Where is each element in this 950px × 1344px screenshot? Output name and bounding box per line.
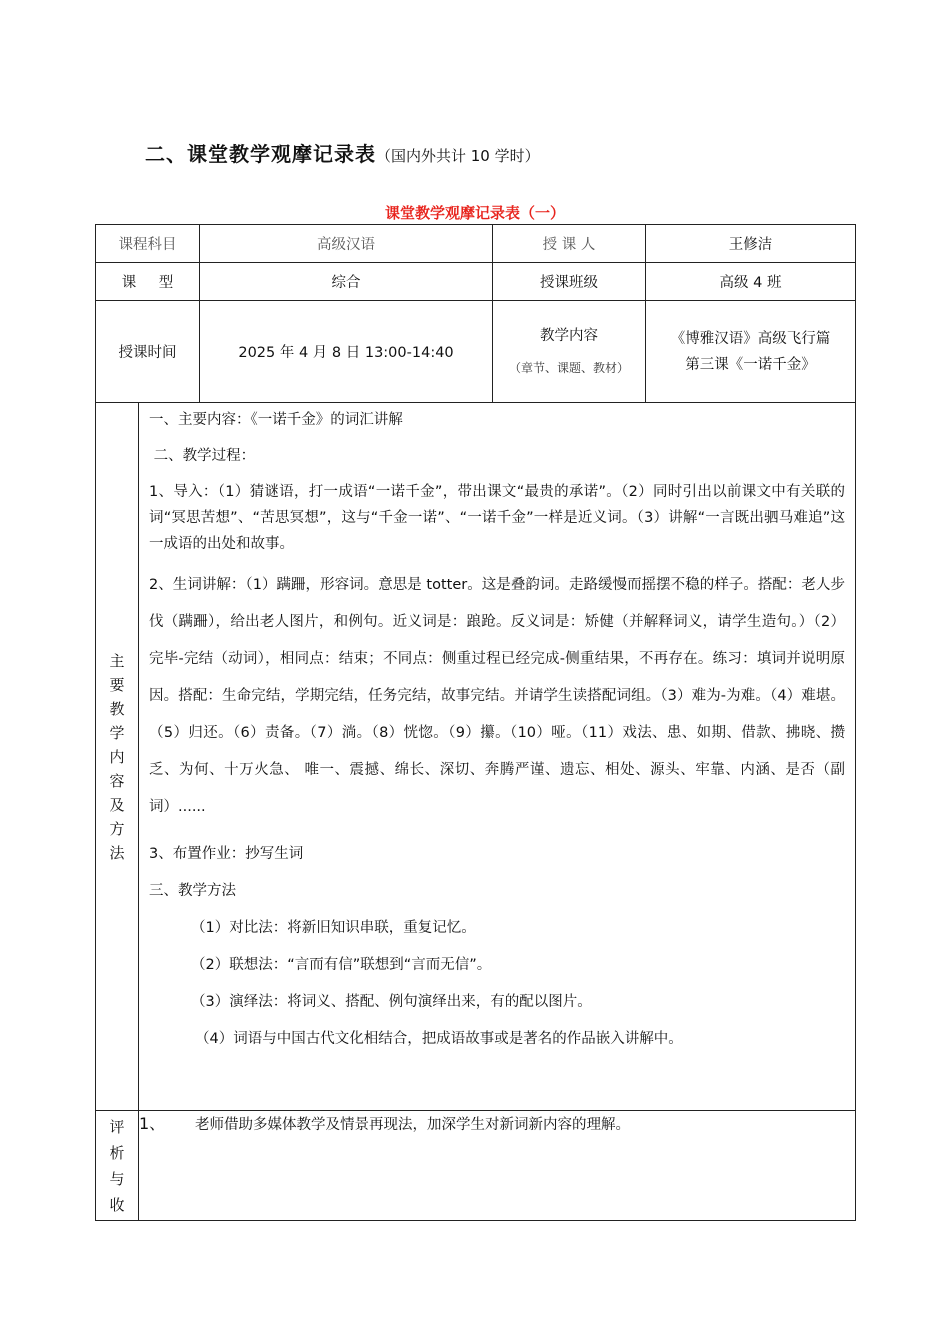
eval-section-label-cell bbox=[96, 1111, 139, 1221]
method-item: （2）联想法：“言而有信”联想到“言而无信”。 bbox=[191, 957, 492, 973]
eval-item-text: 老师借助多媒体教学及情景再现法，加深学生对新词新内容的理解。 bbox=[195, 1117, 630, 1133]
methods-heading: 三、教学方法 bbox=[149, 883, 236, 899]
method-item: （1）对比法：将新旧知识串联，重复记忆。 bbox=[191, 920, 476, 936]
content-sublabel: （章节、课题、教材） bbox=[508, 361, 629, 375]
section-heading-note: （国内外共计 10 学时） bbox=[376, 147, 540, 165]
course-value: 高级汉语 bbox=[200, 225, 493, 263]
observation-record-table bbox=[95, 224, 856, 1221]
type-label: 课 型 bbox=[96, 263, 200, 301]
content-label: 教学内容 bbox=[540, 328, 598, 344]
vocab-paragraph: 2、生词讲解：（1）蹒跚，形容词。意思是 totter。这是叠韵词。走路缓慢而摇摆不稳的样子。搭配：老人步伐（蹒跚），给出老人图片，和例句。近义词是：踉跄。反义词是：矫健（并解释词义，请学生造句。）（2）完毕-完结（动词），相同点：结束；不同点：侧重过程已经完成-侧重结果，不再存在。练习：填词并说明原因。搭配：生命完结，学期完结，任务完结，故事完结。并请学生读搭配词组。（3）难为-为难。（4）难堪。（5）归还。（6）责备。（7）淌。（8）恍惚。（9）攥。（10）哑。（11）戏法、患、如期、借款、拂晓、攒乏、为何、十万火急、 唯一、震撼、绵长、深切、奔腾严谨、遗忘、相处、源头、牢靠、内涵、是否（副词）...... bbox=[149, 577, 845, 815]
content-value-cell bbox=[646, 301, 856, 403]
teacher-value: 王修洁 bbox=[646, 225, 856, 263]
table-row bbox=[96, 301, 856, 403]
main-section-content-cell bbox=[139, 403, 856, 1111]
time-value: 2025 年 4 月 8 日 13:00-14:40 bbox=[200, 301, 493, 403]
section-heading bbox=[145, 138, 540, 167]
eval-item-number: 1、 bbox=[139, 1114, 166, 1133]
eval-section-label: 评析与收 bbox=[109, 1117, 125, 1214]
process-heading: 二、教学过程： bbox=[149, 448, 256, 464]
class-value: 高级 4 班 bbox=[646, 263, 856, 301]
method-item: （4）词语与中国古代文化相结合，把成语故事或是著名的作品嵌入讲解中。 bbox=[195, 1031, 683, 1047]
main-section-content bbox=[139, 403, 855, 1068]
class-label: 授课班级 bbox=[493, 263, 646, 301]
content-value-line-1: 《博雅汉语》高级飞行篇 bbox=[670, 330, 831, 347]
main-section-label: 主要教学内容及方法 bbox=[109, 651, 125, 862]
table-row bbox=[96, 1111, 856, 1221]
table-row bbox=[96, 263, 856, 301]
content-value-line-2: 第三课《一诺千金》 bbox=[685, 356, 816, 373]
intro-paragraph: 1、导入：（1）猜谜语，打一成语“一诺千金”，带出课文“最贵的承诺”。（2）同时引出以前课文中有关联的词“冥思苦想”、“苦思冥想”，这与“千金一诺”、“一诺千金”一样是近义词。（3）讲解“一言既出驷马难追”这一成语的出处和故事。 bbox=[149, 484, 845, 552]
homework-line: 3、布置作业：抄写生词 bbox=[149, 846, 304, 862]
table-row bbox=[96, 403, 856, 1111]
eval-section-content-cell bbox=[139, 1111, 856, 1221]
main-section-label-cell bbox=[96, 403, 139, 1111]
table-title: 课堂教学观摩记录表（一） bbox=[384, 204, 565, 222]
type-value: 综合 bbox=[200, 263, 493, 301]
time-label: 授课时间 bbox=[96, 301, 200, 403]
table-row bbox=[96, 225, 856, 263]
course-label: 课程科目 bbox=[96, 225, 200, 263]
content-label-cell bbox=[493, 301, 646, 403]
method-item: （3）演绎法：将词义、搭配、例句演绎出来，有的配以图片。 bbox=[191, 994, 592, 1010]
section-heading-title: 二、课堂教学观摩记录表 bbox=[145, 142, 376, 166]
teacher-label: 授 课 人 bbox=[493, 225, 646, 263]
main-content-line: 一、主要内容：《一诺千金》的词汇讲解 bbox=[149, 412, 403, 428]
